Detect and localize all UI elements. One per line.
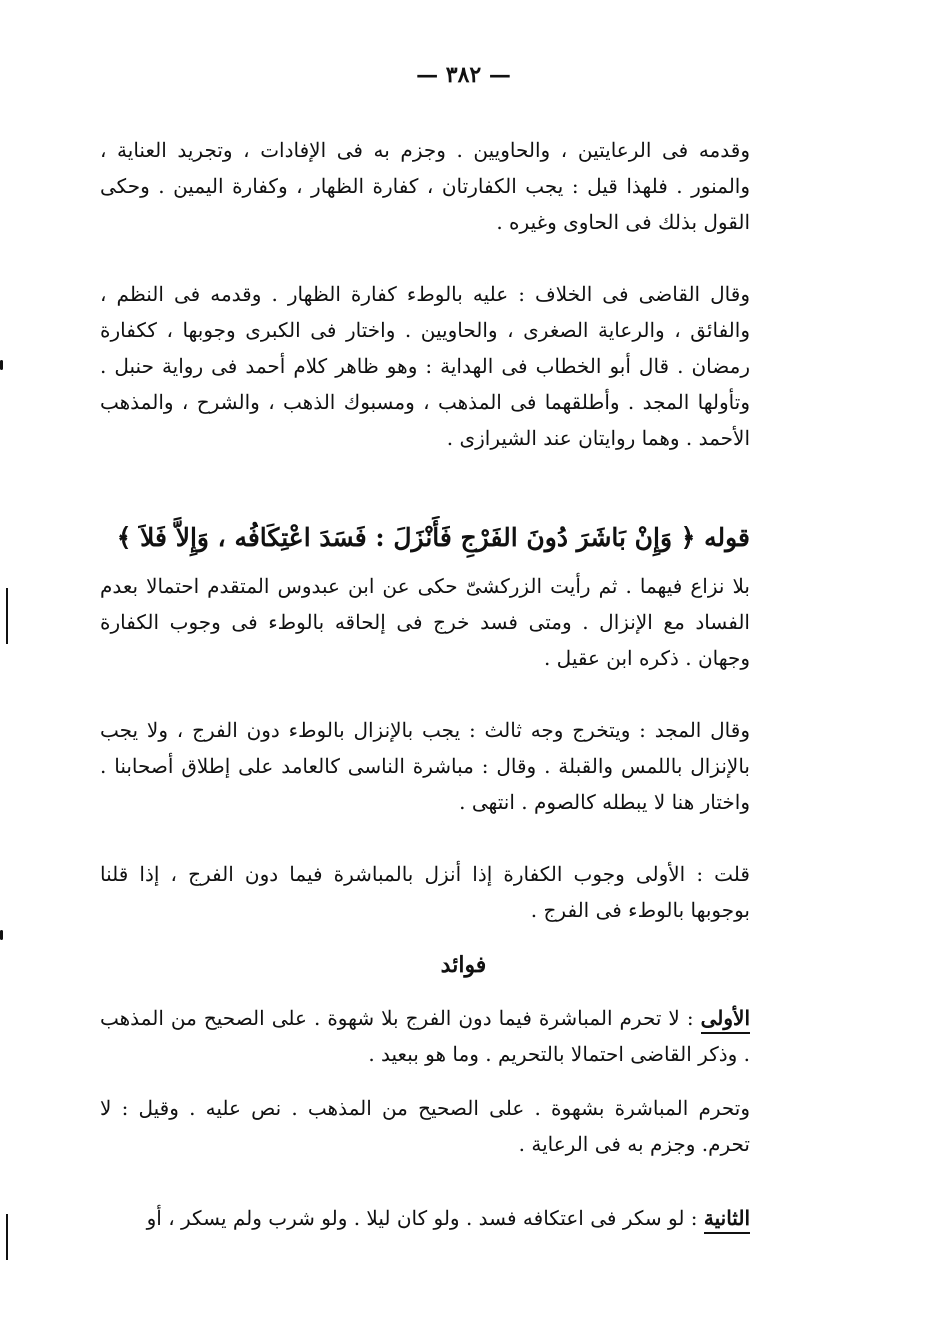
paragraph-7: وتحرم المباشرة بشهوة . على الصحيح من المذهب . نص عليه . وقيل : لا تحرم. وجزم به فى الرعاية .	[100, 1096, 750, 1156]
lead-term-first: الأولى	[701, 1006, 750, 1034]
section-title: فوائد	[440, 952, 487, 978]
paragraph-8	[100, 1200, 750, 1236]
paragraph-2: وقال القاضى فى الخلاف : عليه بالوطء كفارة الظهار . وقدمه فى النظم ، والفائق ، والرعاية الصغرى ، والحاويين . واختار فى الكبرى وجوبها ، ككفارة رمضان . قال أبو الخطاب فى الهداية : وهو ظاهر كلام أحمد فى رواية حنبل . وتأولها المجد . وأطلقهما فى المذهب ، ومسبوك الذهب ، والشرح ، والمذهب الأحمد . وهما روايتان عند الشيرازى .	[100, 282, 750, 450]
scan-mark	[0, 360, 3, 370]
scan-mark	[0, 930, 3, 940]
verse-heading: قوله ﴿ وَإِنْ بَاشَرَ دُونَ الفَرْجِ فَأَنْزَلَ : فَسَدَ اعْتِكَافُه ، وَإِلاَّ فَلاَ ﴾	[116, 523, 750, 552]
paragraph-6	[100, 1000, 750, 1072]
paragraph-3: بلا نزاع فيهما . ثم رأيت الزركشىّ حكى عن ابن عبدوس المتقدم احتمالا بعدم الفساد مع الإنزال . ومتى فسد خرج فى إلحاقه بالوطء فى وجوب الكفارة وجهان . ذكره ابن عقيل .	[100, 574, 750, 670]
scan-mark	[6, 588, 8, 644]
page-number: — ٣٨٢ —	[416, 62, 511, 88]
paragraph-1: وقدمه فى الرعايتين ، والحاويين . وجزم به فى الإفادات ، وتجريد العناية ، والمنور . فلهذا قيل : يجب الكفارتان ، كفارة الظهار ، وكفارة اليمين . وحكى القول بذلك فى الحاوى وغيره .	[100, 138, 750, 234]
paragraph-4: وقال المجد : ويتخرج وجه ثالث : يجب بالإنزال بالوطء دون الفرج ، ولا يجب بالإنزال باللمس والقبلة . وقال : مباشرة الناسى كالعامد على إطلاق أصحابنا . واختار هنا لا يبطله كالصوم . انتهى .	[100, 718, 750, 814]
paragraph-8-body: : لو سكر فى اعتكافه فسد . ولو كان ليلا . ولو شرب ولم يسكر ، أو	[146, 1206, 704, 1230]
lead-term-second: الثانية	[704, 1206, 750, 1234]
paragraph-5: قلت : الأولى وجوب الكفارة إذا أنزل بالمباشرة فيما دون الفرج ، إذا قلنا بوجوبها بالوطء فى الفرج .	[100, 862, 750, 922]
scan-mark	[6, 1214, 8, 1260]
paragraph-6-body: : لا تحرم المباشرة فيما دون الفرج بلا شهوة . على الصحيح من المذهب . وذكر القاضى احتمالا بالتحريم . وما هو ببعيد .	[100, 1006, 750, 1066]
